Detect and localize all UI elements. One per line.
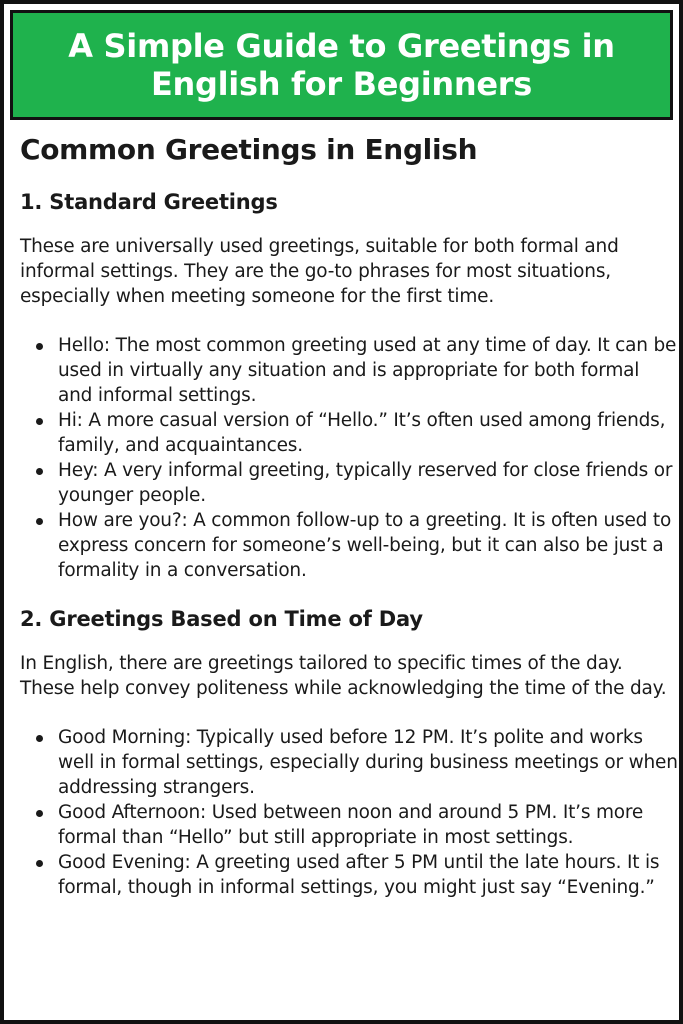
list-item-text: How are you?: A common follow-up to a greeting. It is often used to express concern for someone’s well-being, but it can also be just a formality in a conversation. — [58, 510, 672, 581]
list-item-text: Good Afternoon: Used between noon and around 5 PM. It’s more formal than “Hello” but still appropriate in most settings. — [58, 802, 644, 848]
list-item — [58, 800, 679, 850]
standard-greetings-list — [20, 333, 679, 583]
list-item-text: Hello: The most common greeting used at any time of day. It can be used in virtually any situation and is appropriate for both formal and informal settings. — [58, 335, 677, 406]
bullet-icon — [36, 418, 43, 425]
list-item — [58, 725, 679, 800]
list-item-text: Hey: A very informal greeting, typically reserved for close friends or younger people. — [58, 460, 673, 506]
list-item — [58, 458, 679, 508]
list-item-text: Good Evening: A greeting used after 5 PM until the late hours. It is formal, though in informal settings, you might just say “Evening.” — [58, 852, 660, 898]
banner-title — [68, 27, 615, 103]
list-item-text: Hi: A more casual version of “Hello.” It’s often used among friends, family, and acquaintances. — [58, 410, 666, 456]
list-item-text: Good Morning: Typically used before 12 PM. It’s polite and works well in formal settings, especially during business meetings or when addressing strangers. — [58, 727, 678, 798]
banner-title-line-1: A Simple Guide to Greetings in — [68, 27, 615, 65]
section-heading-time-of-day: 2. Greetings Based on Time of Day — [20, 607, 423, 631]
list-item — [58, 508, 679, 583]
section-heading-standard: 1. Standard Greetings — [20, 190, 278, 214]
list-item — [58, 408, 679, 458]
list-item — [58, 333, 679, 408]
list-item — [58, 850, 679, 900]
bullet-icon — [36, 860, 43, 867]
bullet-icon — [36, 735, 43, 742]
title-banner — [10, 10, 673, 120]
bullet-icon — [36, 810, 43, 817]
bullet-icon — [36, 468, 43, 475]
main-heading: Common Greetings in English — [20, 133, 478, 166]
section-intro-standard: These are universally used greetings, suitable for both formal and informal settings. They are the go-to phrases for most situations, especially when meeting someone for the first time. — [20, 236, 619, 307]
article-content — [4, 132, 679, 900]
section-intro-time-of-day: In English, there are greetings tailored to specific times of the day. These help convey politeness while acknowledging the time of the day. — [20, 653, 667, 699]
time-of-day-greetings-list — [20, 725, 679, 900]
bullet-icon — [36, 343, 43, 350]
bullet-icon — [36, 518, 43, 525]
banner-title-line-2: English for Beginners — [150, 65, 533, 103]
